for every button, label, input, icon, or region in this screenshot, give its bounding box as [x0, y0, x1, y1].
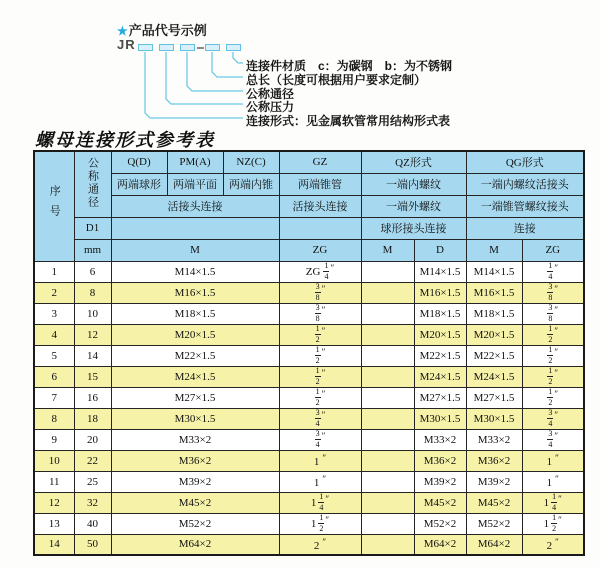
product-code-diagram — [0, 0, 600, 130]
cell-qz-d: M16×1.5 — [414, 282, 466, 303]
cell-qg-m: M24×1.5 — [466, 366, 522, 387]
cell-zg: 1 ″ — [279, 471, 361, 492]
table-row — [34, 303, 584, 324]
code-box-5 — [226, 44, 241, 51]
cell-qz-d: M30×1.5 — [414, 408, 466, 429]
cell-m-thread: M39×2 — [111, 471, 279, 492]
cell-qg-zg: 1 ″ — [522, 450, 584, 471]
cell-qg-zg: $\frac{1}{2}$ ″ — [522, 387, 584, 408]
code-box-3 — [180, 44, 195, 51]
cell-seq: 8 — [34, 408, 74, 429]
cell-dn: 18 — [74, 408, 111, 429]
cell-seq: 11 — [34, 471, 74, 492]
header-dn: 公称通径 — [74, 151, 111, 217]
cell-qg-m: M30×1.5 — [466, 408, 522, 429]
cell-m-thread: M14×1.5 — [111, 261, 279, 282]
table-row — [34, 429, 584, 450]
header-m-left: M — [111, 239, 279, 261]
label-total-length: 总长（长度可根据用户要求定制） — [246, 73, 427, 87]
star-icon: ★ — [117, 24, 128, 38]
cell-zg: $\frac{1}{2}$ ″ — [279, 345, 361, 366]
header-group-gz: GZ — [279, 151, 361, 173]
code-prefix: JR — [117, 37, 136, 52]
header-empty-left — [111, 217, 279, 239]
cell-dn: 50 — [74, 534, 111, 555]
cell-dn: 6 — [74, 261, 111, 282]
cell-m-thread: M64×2 — [111, 534, 279, 555]
cell-qz-d: M39×2 — [414, 471, 466, 492]
cell-qz-m — [361, 282, 414, 303]
table-row — [34, 387, 584, 408]
cell-qg-zg: $\frac{1}{2}$ ″ — [522, 345, 584, 366]
cell-zg: 1 ″ — [279, 450, 361, 471]
cell-dn: 32 — [74, 492, 111, 513]
cell-seq: 9 — [34, 429, 74, 450]
table-row — [34, 450, 584, 471]
cell-dn: 20 — [74, 429, 111, 450]
cell-qg-zg: 1 $\frac{1}{2}$ ″ — [522, 513, 584, 534]
cell-qz-d: M22×1.5 — [414, 345, 466, 366]
header-group-nzc: NZ(C) — [223, 151, 279, 173]
table-row — [34, 282, 584, 303]
code-dash — [197, 47, 204, 49]
cell-dn: 8 — [74, 282, 111, 303]
cell-qz-m — [361, 324, 414, 345]
cell-seq: 2 — [34, 282, 74, 303]
cell-seq: 5 — [34, 345, 74, 366]
cell-dn: 15 — [74, 366, 111, 387]
cell-m-thread: M24×1.5 — [111, 366, 279, 387]
table-row — [34, 513, 584, 534]
cell-qz-m — [361, 429, 414, 450]
cell-dn: 12 — [74, 324, 111, 345]
table-row — [34, 471, 584, 492]
cell-qg-zg: $\frac{3}{4}$ ″ — [522, 429, 584, 450]
cell-qg-m: M16×1.5 — [466, 282, 522, 303]
cell-m-thread: M27×1.5 — [111, 387, 279, 408]
header-zg-gz: ZG — [279, 239, 361, 261]
cell-seq: 3 — [34, 303, 74, 324]
table-row — [34, 345, 584, 366]
cell-qz-d: M36×2 — [414, 450, 466, 471]
cell-m-thread: M20×1.5 — [111, 324, 279, 345]
cell-dn: 14 — [74, 345, 111, 366]
cell-qz-d: M20×1.5 — [414, 324, 466, 345]
header-gz-desc: 两端锥管 — [279, 173, 361, 195]
cell-seq: 4 — [34, 324, 74, 345]
cell-qg-zg: $\frac{3}{4}$ ″ — [522, 408, 584, 429]
header-empty-gz — [279, 217, 361, 239]
cell-qg-m: M45×2 — [466, 492, 522, 513]
header-qz-m: M — [361, 239, 414, 261]
cell-qz-m — [361, 261, 414, 282]
cell-seq: 7 — [34, 387, 74, 408]
table-row — [34, 534, 584, 555]
nut-connection-table — [33, 150, 585, 556]
cell-zg: ZG $\frac{1}{4}$ ″ — [279, 261, 361, 282]
header-qg-conn: 连接 — [466, 217, 584, 239]
cell-m-thread: M22×1.5 — [111, 345, 279, 366]
header-qg-m: M — [466, 239, 522, 261]
cell-qz-m — [361, 471, 414, 492]
cell-qg-m: M64×2 — [466, 534, 522, 555]
cell-qg-zg: $\frac{3}{8}$ ″ — [522, 282, 584, 303]
header-qg-desc2: 一端锥管螺纹接头 — [466, 195, 584, 217]
cell-qg-zg: $\frac{1}{2}$ ″ — [522, 324, 584, 345]
table-title: 螺母连接形式参考表 — [35, 130, 215, 151]
cell-qz-m — [361, 534, 414, 555]
header-union-left: 活接头连接 — [111, 195, 279, 217]
cell-zg: $\frac{1}{2}$ ″ — [279, 324, 361, 345]
header-nzc-desc: 两端内锥 — [223, 173, 279, 195]
cell-zg: $\frac{3}{4}$ ″ — [279, 408, 361, 429]
cell-qz-d: M18×1.5 — [414, 303, 466, 324]
cell-zg: $\frac{3}{8}$ ″ — [279, 282, 361, 303]
cell-qz-m — [361, 450, 414, 471]
diagram-title-text: 产品代号示例 — [128, 23, 207, 38]
cell-qz-d: M33×2 — [414, 429, 466, 450]
table-row — [34, 366, 584, 387]
cell-qz-d: M45×2 — [414, 492, 466, 513]
cell-zg: $\frac{3}{4}$ ″ — [279, 429, 361, 450]
cell-qg-m: M52×2 — [466, 513, 522, 534]
cell-qg-zg: 1 $\frac{1}{4}$ ″ — [522, 492, 584, 513]
cell-qz-m — [361, 492, 414, 513]
label-connection-form: 连接形式：见金属软管常用结构形式表 — [246, 114, 451, 128]
cell-qg-m: M22×1.5 — [466, 345, 522, 366]
cell-zg: $\frac{1}{2}$ ″ — [279, 366, 361, 387]
cell-qz-m — [361, 303, 414, 324]
header-mm: mm — [74, 239, 111, 261]
cell-zg: 1 $\frac{1}{4}$ ″ — [279, 492, 361, 513]
cell-dn: 10 — [74, 303, 111, 324]
cell-seq: 10 — [34, 450, 74, 471]
cell-zg: 2 ″ — [279, 534, 361, 555]
table-row — [34, 492, 584, 513]
cell-qg-zg: $\frac{1}{2}$ ″ — [522, 366, 584, 387]
table-row — [34, 261, 584, 282]
cell-seq: 6 — [34, 366, 74, 387]
cell-qg-m: M20×1.5 — [466, 324, 522, 345]
cell-m-thread: M33×2 — [111, 429, 279, 450]
code-box-2 — [159, 44, 174, 51]
label-material: 连接件材质 c：为碳钢 b：为不锈钢 — [246, 59, 453, 73]
cell-qz-d: M52×2 — [414, 513, 466, 534]
header-qg-desc: 一端内螺纹活接头 — [466, 173, 584, 195]
cell-dn: 16 — [74, 387, 111, 408]
cell-m-thread: M30×1.5 — [111, 408, 279, 429]
cell-zg: $\frac{1}{2}$ ″ — [279, 387, 361, 408]
code-box-4 — [205, 44, 220, 51]
cell-zg: $\frac{3}{8}$ ″ — [279, 303, 361, 324]
cell-qz-m — [361, 513, 414, 534]
cell-qz-m — [361, 387, 414, 408]
cell-qg-m: M18×1.5 — [466, 303, 522, 324]
cell-qz-d: M64×2 — [414, 534, 466, 555]
header-group-qz: QZ形式 — [361, 151, 466, 173]
cell-seq: 1 — [34, 261, 74, 282]
cell-seq: 14 — [34, 534, 74, 555]
header-seq: 序号 — [34, 151, 74, 261]
cell-dn: 40 — [74, 513, 111, 534]
cell-seq: 13 — [34, 513, 74, 534]
cell-qg-m: M14×1.5 — [466, 261, 522, 282]
cell-qz-d: M24×1.5 — [414, 366, 466, 387]
header-qz-desc2: 一端外螺纹 — [361, 195, 466, 217]
cell-qg-m: M27×1.5 — [466, 387, 522, 408]
header-union-gz: 活接头连接 — [279, 195, 361, 217]
cell-qg-zg: 1 ″ — [522, 471, 584, 492]
cell-m-thread: M16×1.5 — [111, 282, 279, 303]
table-row — [34, 408, 584, 429]
cell-m-thread: M52×2 — [111, 513, 279, 534]
table-row — [34, 324, 584, 345]
cell-seq: 12 — [34, 492, 74, 513]
label-nominal-pressure: 公称压力 — [246, 100, 295, 114]
cell-qz-d: M27×1.5 — [414, 387, 466, 408]
header-qz-conn: 球形接头连接 — [361, 217, 466, 239]
header-d1: D1 — [74, 217, 111, 239]
cell-dn: 22 — [74, 450, 111, 471]
code-box-1 — [138, 44, 153, 51]
header-qz-desc: 一端内螺纹 — [361, 173, 466, 195]
header-pma-desc: 两端平面 — [167, 173, 223, 195]
cell-dn: 25 — [74, 471, 111, 492]
header-group-qd: Q(D) — [111, 151, 167, 173]
header-qd-desc: 两端球形 — [111, 173, 167, 195]
header-qg-zg: ZG — [522, 239, 584, 261]
cell-zg: 1 $\frac{1}{2}$ ″ — [279, 513, 361, 534]
cell-qz-m — [361, 345, 414, 366]
header-group-pma: PM(A) — [167, 151, 223, 173]
cell-qg-zg: 2 ″ — [522, 534, 584, 555]
cell-qz-m — [361, 408, 414, 429]
header-group-qg: QG形式 — [466, 151, 584, 173]
cell-qg-zg: $\frac{3}{8}$ ″ — [522, 303, 584, 324]
cell-m-thread: M18×1.5 — [111, 303, 279, 324]
cell-qz-d: M14×1.5 — [414, 261, 466, 282]
label-nominal-diameter: 公称通径 — [246, 87, 295, 101]
cell-m-thread: M36×2 — [111, 450, 279, 471]
cell-m-thread: M45×2 — [111, 492, 279, 513]
cell-qz-m — [361, 366, 414, 387]
cell-qg-m: M33×2 — [466, 429, 522, 450]
cell-qg-m: M36×2 — [466, 450, 522, 471]
cell-qg-zg: $\frac{1}{4}$ ″ — [522, 261, 584, 282]
header-qz-d: D — [414, 239, 466, 261]
cell-qg-m: M39×2 — [466, 471, 522, 492]
